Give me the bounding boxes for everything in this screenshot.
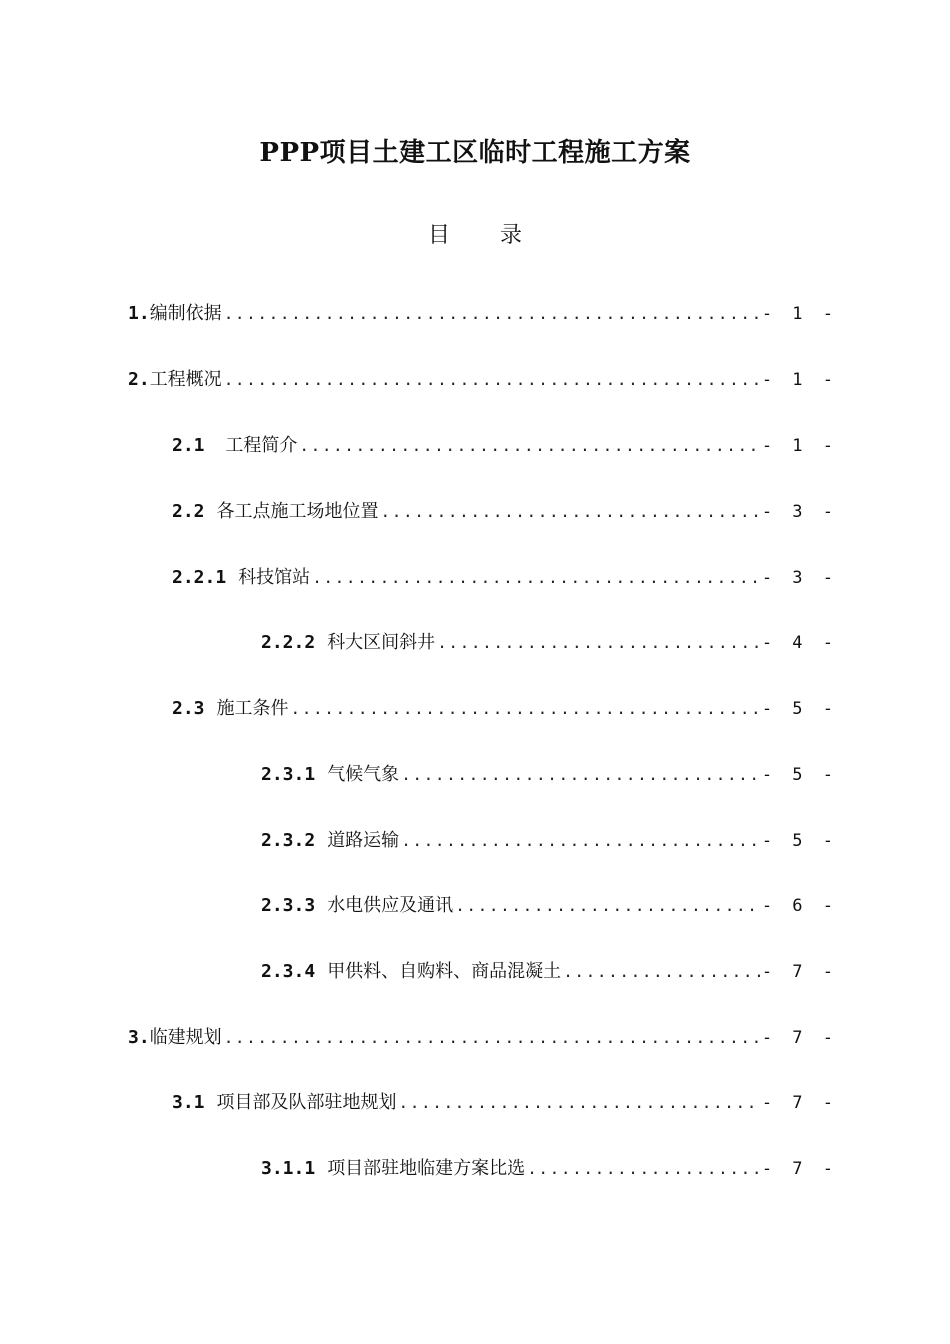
toc-entry-text: 气候气象 bbox=[327, 764, 400, 785]
toc-entry-text: 临建规划 bbox=[149, 1027, 222, 1048]
toc-entry-page: - 1 - bbox=[761, 304, 838, 324]
toc-entry-page: - 3 - bbox=[761, 568, 838, 588]
toc-entry-page: - 1 - bbox=[761, 370, 838, 390]
toc-entry-page: - 7 - bbox=[761, 1159, 838, 1179]
toc-leader-dots bbox=[381, 497, 760, 527]
document-title: PPP项目土建工区临时工程施工方案 bbox=[259, 138, 691, 168]
toc-entry-number: 2.1 bbox=[172, 435, 205, 456]
toc-entry-text: 项目部及队部驻地规划 bbox=[216, 1092, 397, 1113]
toc-leader-dots bbox=[224, 299, 760, 329]
toc-entry-text: 工程简介 bbox=[225, 435, 298, 456]
toc-entry-number: 2.2.2 bbox=[261, 632, 316, 653]
toc-entry-page: - 5 - bbox=[761, 765, 838, 785]
toc-leader-dots bbox=[437, 628, 760, 658]
toc-heading-right: 录 bbox=[500, 223, 523, 248]
toc-entry-text: 各工点施工场地位置 bbox=[216, 501, 379, 522]
toc-entry-number: 2.2.1 bbox=[172, 567, 227, 588]
toc-leader-dots bbox=[224, 1023, 760, 1053]
toc-entry[interactable] bbox=[261, 1154, 838, 1184]
toc-entry-page: - 5 - bbox=[761, 831, 838, 851]
toc-entry-page: - 7 - bbox=[761, 962, 838, 982]
toc-entry-text: 工程概况 bbox=[149, 369, 222, 390]
toc-entry-number: 3.1 bbox=[172, 1092, 205, 1113]
toc-entry-number: 2.3.4 bbox=[261, 961, 316, 982]
toc-leader-dots bbox=[299, 431, 759, 461]
toc-entry[interactable] bbox=[261, 628, 838, 658]
toc-entry[interactable] bbox=[261, 826, 838, 856]
toc-entry[interactable] bbox=[172, 694, 838, 724]
toc-entry-text: 科技馆站 bbox=[238, 567, 311, 588]
toc-leader-dots bbox=[399, 1088, 760, 1118]
toc-entry-number: 3. bbox=[128, 1027, 150, 1048]
toc-entry[interactable] bbox=[172, 1088, 838, 1118]
toc-entry-page: - 5 - bbox=[761, 699, 838, 719]
toc-leader-dots bbox=[312, 563, 760, 593]
toc-entry-number: 1. bbox=[128, 303, 150, 324]
toc-entry-number: 2.3.2 bbox=[261, 830, 316, 851]
toc-heading-left: 目 bbox=[427, 223, 450, 248]
toc-entry-text: 项目部驻地临建方案比选 bbox=[327, 1158, 526, 1179]
toc-entry[interactable] bbox=[172, 497, 838, 527]
toc-leader-dots bbox=[291, 694, 760, 724]
toc-entry-number: 2.3.3 bbox=[261, 895, 316, 916]
toc-entry[interactable] bbox=[172, 563, 838, 593]
toc-entry[interactable] bbox=[261, 891, 838, 921]
toc-entry-text: 编制依据 bbox=[149, 303, 222, 324]
toc-entry[interactable] bbox=[128, 299, 838, 329]
toc-entry-page: - 1 - bbox=[761, 436, 838, 456]
toc-entry-text: 水电供应及通讯 bbox=[327, 895, 454, 916]
toc-entry[interactable] bbox=[128, 365, 838, 395]
toc-entry-text: 科大区间斜井 bbox=[327, 632, 436, 653]
toc-entry-number: 2.3.1 bbox=[261, 764, 316, 785]
toc-entry-text: 甲供料、自购料、商品混凝土 bbox=[327, 961, 562, 982]
toc-leader-dots bbox=[224, 365, 760, 395]
toc-leader-dots bbox=[401, 760, 760, 790]
toc-entry[interactable] bbox=[261, 957, 838, 987]
toc-entry-number: 2.2 bbox=[172, 501, 205, 522]
toc-leader-dots bbox=[527, 1154, 760, 1184]
toc-leader-dots bbox=[563, 957, 760, 987]
toc-entry-page: - 6 - bbox=[761, 896, 838, 916]
toc-entry[interactable] bbox=[128, 1023, 838, 1053]
toc-entry-text: 施工条件 bbox=[216, 698, 289, 719]
toc-entry-page: - 7 - bbox=[761, 1028, 838, 1048]
toc-entry-number: 2. bbox=[128, 369, 150, 390]
toc-entry-page: - 7 - bbox=[761, 1093, 838, 1113]
toc-entry[interactable] bbox=[261, 760, 838, 790]
toc-entry[interactable] bbox=[172, 431, 838, 461]
toc-entry-page: - 3 - bbox=[761, 502, 838, 522]
toc-entry-number: 3.1.1 bbox=[261, 1158, 316, 1179]
toc-entry-number: 2.3 bbox=[172, 698, 205, 719]
toc-leader-dots bbox=[401, 826, 760, 856]
toc-leader-dots bbox=[455, 891, 760, 921]
toc-entry-text: 道路运输 bbox=[327, 830, 400, 851]
toc-entry-page: - 4 - bbox=[761, 633, 838, 653]
